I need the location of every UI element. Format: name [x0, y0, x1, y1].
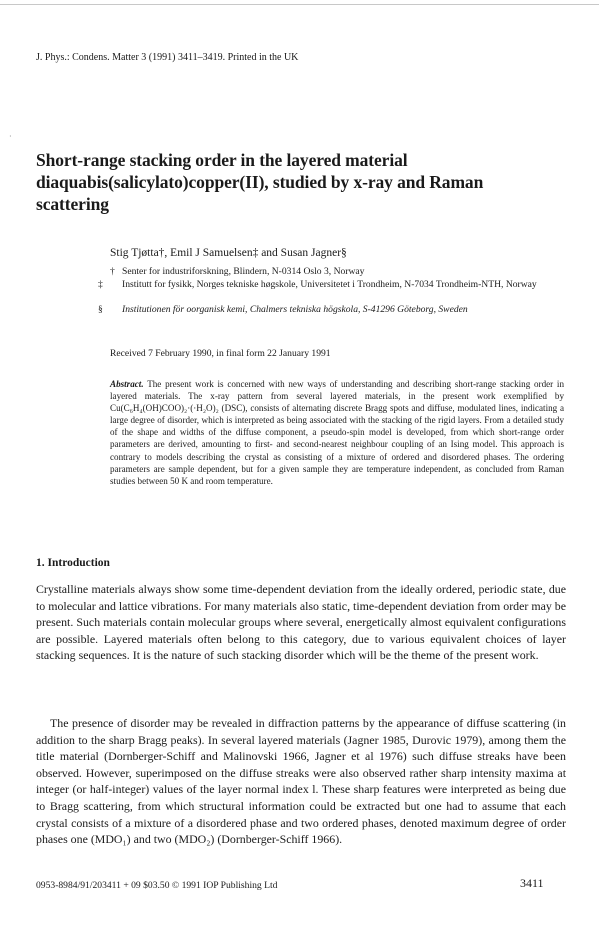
received-date: Received 7 February 1990, in final form 22 January 1991: [110, 348, 331, 359]
affiliation-2: [98, 279, 562, 292]
journal-citation: J. Phys.: Condens. Matter 3 (1991) 3411–3419. Printed in the UK: [36, 52, 299, 63]
affiliation-text: Institutt for fysikk, Norges tekniske høgskole, Universitetet i Trondheim, N-7034 Trondheim-NTH, Norway: [122, 279, 537, 290]
page-number: 3411: [520, 876, 544, 890]
author-list: Stig Tjøtta†, Emil J Samuelsen‡ and Susan Jagner§: [110, 247, 347, 259]
abstract: [110, 378, 564, 487]
affiliation-3: [98, 304, 562, 317]
top-rule: [0, 4, 599, 5]
abstract-text: The present work is concerned with new ways of understanding and describing short-range stacking order in layered materials. The x-ray pattern from several layered materials, in the present work exemplified by Cu(C₆H₄(OH)COO)₂·(·H₂O)₂ (DSC), consists of alternating discrete Bragg spots and diffuse, modulated lines, indicating a large degree of disorder, which is interpreted as being associated with the stacking of the rigid layers. From a detailed study of the shape and widths of the diffuse component, a pseudo-spin model is developed, from which short-range order parameters are derived, amounting to first- and second-nearest neighbour coupling of an Ising model. This approach is contrary to models describing the crystal as consisting of a mixture of ordered and disordered phases. The ordering parameters are sample dependent, but for a given sample they are temperature independent, as concluded from Raman studies between 50 K and room temperature.: [110, 379, 564, 486]
copyright-line: 0953-8984/91/203411 + 09 $03.50 © 1991 IOP Publishing Ltd: [36, 880, 278, 891]
affiliation-symbol: ‡: [98, 279, 103, 290]
affiliation-symbol: §: [98, 304, 103, 315]
margin-mark: ·: [9, 132, 12, 141]
paragraph-1: Crystalline materials always show some time-dependent deviation from the ideally ordered, periodic state, due to molecular and lattice vibrations. For many materials also static, time-dependent deviation from order may be present. Such materials contain molecular groups where several, energetically almost equivalent configurations are possible. Layered materials often belong to this category, due to various equivalent choices of layer stacking sequences. It is the nature of such stacking disorder which will be the theme of the present work.: [36, 582, 566, 663]
affiliation-symbol: †: [110, 266, 115, 277]
section-heading: 1. Introduction: [36, 557, 110, 569]
paragraph-2: The presence of disorder may be revealed in diffraction patterns by the appearance of diffuse scattering (in addition to the sharp Bragg peaks). In several layered materials (Jagner 1985, Durovic 1979), among them the title material (Dornberger-Schiff and Malinovski 1966, Jagner et al 1976) such diffuse streaks have been observed. However, superimposed on the diffuse streaks were also observed rather sharp intensity maxima at integer (or half-integer) values of the layer normal index l. These sharp features were interpreted as being due to Bragg scattering, from which structural information could be extracted but one had to assume that each crystal consists of a mixture of a disordered phase and two ordered phases, denoted maximum degree of order phases one (MDO₁) and two (MDO₂) (Dornberger-Schiff 1966).: [36, 716, 566, 847]
abstract-label: Abstract.: [110, 379, 144, 389]
affiliation-text: Institutionen för oorganisk kemi, Chalmers tekniska högskola, S-41296 Göteborg, Sweden: [122, 304, 468, 315]
affiliation-text: Senter for industriforskning, Blindern, N-0314 Oslo 3, Norway: [122, 266, 365, 277]
paper-title: Short-range stacking order in the layered material diaquabis(salicylato)copper(II), studied by x-ray and Raman scattering: [36, 150, 484, 214]
affiliation-1: [110, 266, 560, 279]
